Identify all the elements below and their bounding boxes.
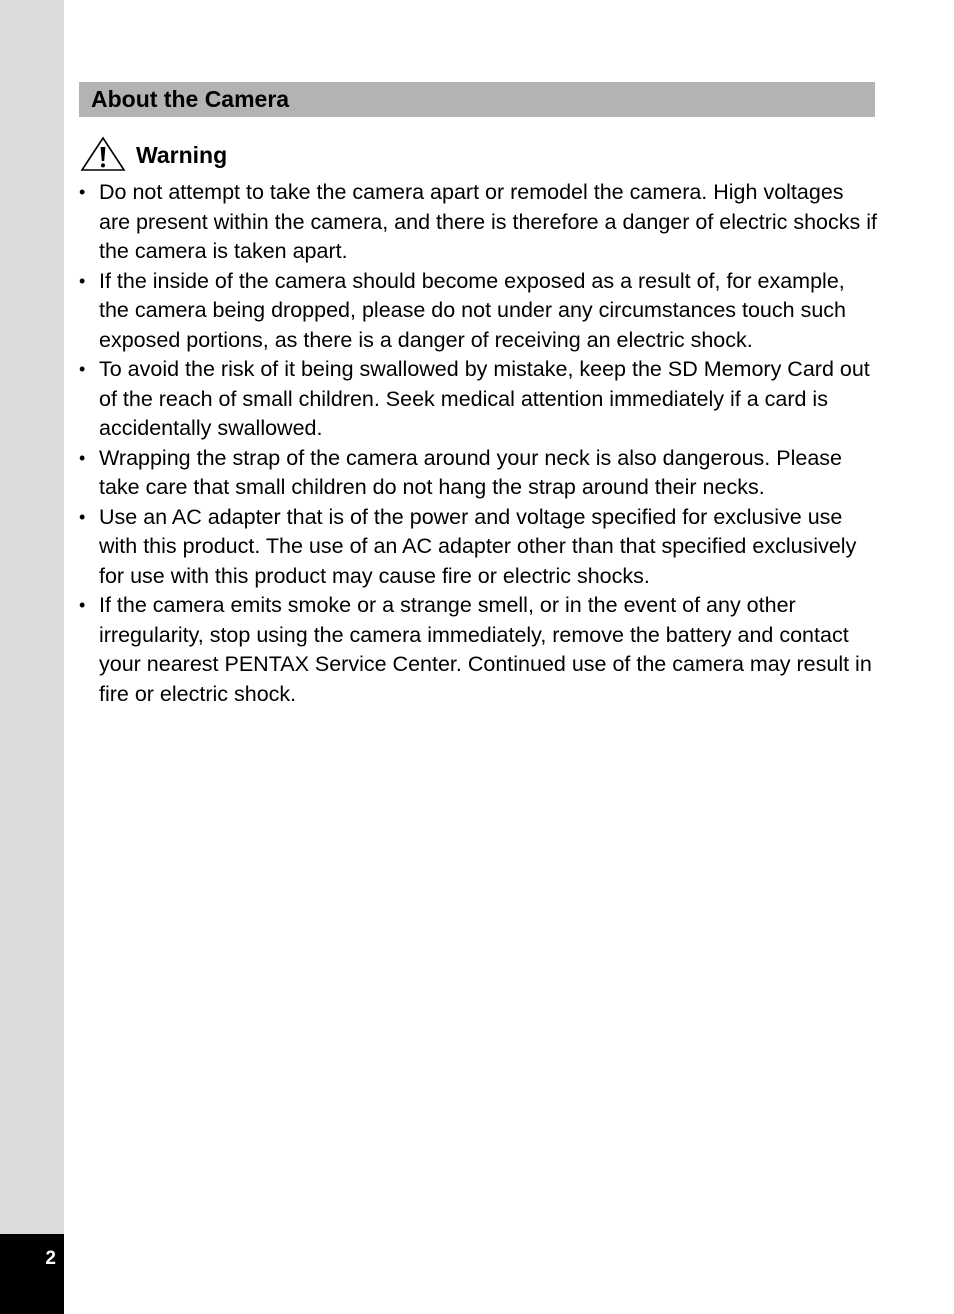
- warning-item-text: To avoid the risk of it being swallowed by mistake, keep the SD Memory Card out of the reach of small children. Seek medical attention immediately if a card is accidentally swallowed.: [99, 357, 870, 440]
- warning-item-text: Wrapping the strap of the camera around your neck is also dangerous. Please take care that small children do not hang the strap around their necks.: [99, 445, 842, 499]
- page-number-tab: [0, 1234, 64, 1314]
- warning-item: [79, 267, 879, 356]
- section-header-bar: [79, 82, 875, 117]
- warning-triangle-icon: [80, 136, 126, 172]
- bullet-icon: •: [79, 595, 86, 615]
- warning-item: [79, 503, 879, 592]
- warning-item: [79, 444, 879, 503]
- warning-item-text: Use an AC adapter that is of the power and voltage specified for exclusive use with this product. The use of an AC adapter other than that specified exclusively for use with this product may cause fire or electric shocks.: [99, 504, 857, 588]
- warning-item: [79, 355, 879, 444]
- section-title: About the Camera: [91, 86, 290, 112]
- bullet-icon: •: [79, 506, 86, 527]
- warning-item: [79, 591, 879, 709]
- warning-item-text: Do not attempt to take the camera apart or remodel the camera. High voltages are present within the camera, and there is therefore a danger of electric shocks if the camera is taken apart.: [99, 180, 877, 263]
- side-margin-strip: [0, 0, 64, 1314]
- page-number: 2: [45, 1248, 56, 1269]
- warning-item-text: If the inside of the camera should become exposed as a result of, for example, the camera being dropped, please do not under any circumstances touch such exposed portions, as there is a danger of receiving an electric shock.: [99, 268, 846, 352]
- warning-list: [79, 178, 879, 709]
- warning-item: [79, 178, 879, 267]
- warning-label: Warning: [136, 142, 228, 168]
- bullet-icon: •: [79, 447, 86, 468]
- bullet-icon: •: [79, 359, 86, 379]
- bullet-icon: •: [79, 270, 86, 291]
- bullet-icon: •: [79, 182, 86, 202]
- warning-item-text: If the camera emits smoke or a strange smell, or in the event of any other irregularity, stop using the camera immediately, remove the battery and contact your nearest PENTAX Service Center. Continued use of the camera may result in fire or electric shock.: [99, 593, 872, 706]
